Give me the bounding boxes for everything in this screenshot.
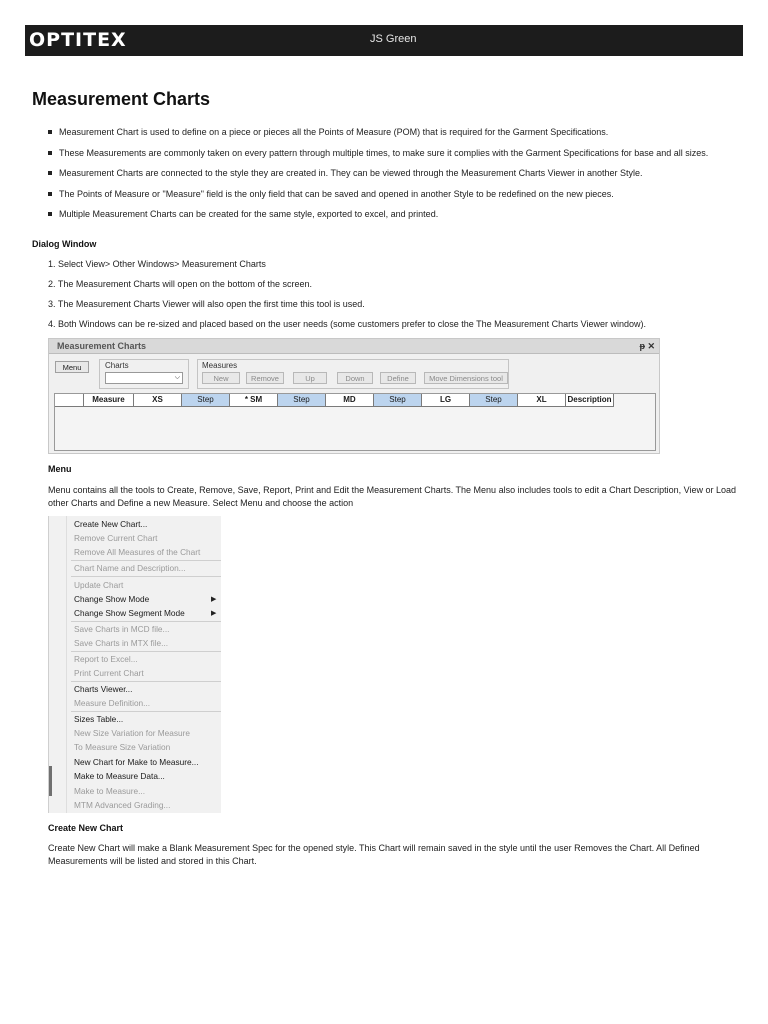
submenu-arrow-icon: ▶	[211, 610, 217, 617]
column-header[interactable]: Step	[470, 394, 518, 407]
step-item: 4. Both Windows can be re-sized and placed based on the user needs (some customers prefer to close the The Measurement Charts Viewer window).	[48, 319, 646, 329]
menu-item-chart-name-description[interactable]: Chart Name and Description...	[74, 563, 186, 573]
menu-item-new-size-variation[interactable]: New Size Variation for Measure	[74, 728, 191, 738]
chevron-down-icon: ⌵	[174, 374, 180, 381]
column-header[interactable]: Description	[566, 394, 614, 407]
bullet-item: Measurement Charts are connected to the style they are created in. They can be viewed through the Measurement Charts Viewer in another Style.	[48, 167, 738, 180]
dialog-window-heading: Dialog Window	[32, 239, 97, 249]
menu-edge-marker	[49, 766, 52, 796]
menu-item-to-measure-size-variation[interactable]: To Measure Size Variation	[74, 742, 171, 752]
grid-header-corner	[55, 394, 84, 407]
brand-logo: OPTITEX	[29, 29, 127, 51]
column-header[interactable]: XL	[518, 394, 566, 407]
menu-item-make-to-measure-data[interactable]: Make to Measure Data...	[74, 771, 165, 781]
menu-item-save-mcd[interactable]: Save Charts in MCD file...	[74, 624, 170, 634]
create-new-chart-heading: Create New Chart	[48, 823, 124, 833]
column-header[interactable]: Step	[182, 394, 230, 407]
down-button[interactable]: Down	[337, 372, 373, 384]
remove-measure-button[interactable]: Remove	[246, 372, 284, 384]
page-title: Measurement Charts	[32, 89, 211, 109]
column-header[interactable]: Step	[278, 394, 326, 407]
menu-item-mtm-advanced-grading[interactable]: MTM Advanced Grading...	[74, 800, 171, 810]
column-header[interactable]: * SM	[230, 394, 278, 407]
header-bar	[25, 25, 743, 56]
menu-item-charts-viewer[interactable]: Charts Viewer...	[74, 684, 133, 694]
menu-separator	[71, 681, 221, 682]
define-button[interactable]: Define	[380, 372, 416, 384]
dialog-window-controls[interactable]: ᵽ ✕	[639, 341, 655, 351]
menu-item-new-chart-make-to-measure[interactable]: New Chart for Make to Measure...	[74, 757, 199, 767]
menu-item-report-to-excel[interactable]: Report to Excel...	[74, 654, 138, 664]
column-header[interactable]: Measure	[84, 394, 134, 407]
steps-list	[48, 258, 738, 338]
bullet-item: Measurement Chart is used to define on a piece or pieces all the Points of Measure (POM) that is required for the Garment Specifications.	[48, 126, 738, 139]
menu-item-measure-definition[interactable]: Measure Definition...	[74, 698, 151, 708]
menu-paragraph: Menu contains all the tools to Create, Remove, Save, Report, Print and Edit the Measurement Charts. The Menu also includes tools to edit a Chart Description, View or Load other Charts and Define a new Measure. Select Menu and choose the action	[48, 485, 737, 508]
column-header[interactable]: LG	[422, 394, 470, 407]
menu-item-sizes-table[interactable]: Sizes Table...	[74, 714, 124, 724]
menu-item-update-chart[interactable]: Update Chart	[74, 580, 124, 590]
menu-item-create-new-chart[interactable]: Create New Chart...	[74, 519, 148, 529]
submenu-arrow-icon: ▶	[211, 596, 217, 603]
menu-separator	[71, 576, 221, 577]
column-header[interactable]: MD	[326, 394, 374, 407]
menu-button[interactable]: Menu	[55, 361, 89, 373]
charts-label: Charts	[105, 361, 129, 370]
intro-bullet-list	[48, 126, 738, 229]
menu-item-remove-current-chart[interactable]: Remove Current Chart	[74, 533, 158, 543]
create-new-chart-paragraph: Create New Chart will make a Blank Measurement Spec for the opened style. This Chart will remain saved in the style until the user Removes the Chart. All Defined Measurements will be listed and stored in this Chart.	[48, 843, 700, 866]
menu-heading: Menu	[48, 464, 72, 474]
step-item: 2. The Measurement Charts will open on the bottom of the screen.	[48, 279, 312, 289]
bullet-item: The Points of Measure or "Measure" field is the only field that can be saved and opened in another Style to be redefined on the new pieces.	[48, 188, 738, 201]
menu-separator	[71, 621, 221, 622]
charts-select[interactable]	[105, 372, 183, 384]
column-header[interactable]: XS	[134, 394, 182, 407]
menu-item-change-show-mode[interactable]: Change Show Mode	[74, 594, 150, 604]
measurement-grid[interactable]	[54, 393, 656, 451]
grid-header-row	[55, 394, 655, 407]
menu-separator	[71, 651, 221, 652]
menu-item-remove-all-measures[interactable]: Remove All Measures of the Chart	[74, 547, 201, 557]
bullet-item: These Measurements are commonly taken on every pattern through multiple times, to make sure it complies with the Garment Specifications for base and all sizes.	[48, 147, 738, 160]
up-button[interactable]: Up	[293, 372, 327, 384]
bullet-item: Multiple Measurement Charts can be created for the same style, exported to excel, and printed.	[48, 208, 738, 221]
new-measure-button[interactable]: New	[202, 372, 240, 384]
menu-item-make-to-measure[interactable]: Make to Measure...	[74, 786, 146, 796]
menu-separator	[71, 711, 221, 712]
menu-separator	[71, 560, 221, 561]
move-dimensions-tool-button[interactable]: Move Dimensions tool	[424, 372, 508, 384]
step-item: 3. The Measurement Charts Viewer will also open the first time this tool is used.	[48, 299, 365, 309]
measurement-charts-menu	[48, 516, 221, 813]
column-header[interactable]: Step	[374, 394, 422, 407]
menu-item-save-mtx[interactable]: Save Charts in MTX file...	[74, 638, 169, 648]
author-name: JS Green	[370, 33, 417, 45]
menu-item-change-show-segment-mode[interactable]: Change Show Segment Mode	[74, 608, 185, 618]
dialog-title: Measurement Charts	[57, 341, 147, 351]
step-item: 1. Select View> Other Windows> Measurement Charts	[48, 259, 266, 269]
menu-icon-strip	[66, 516, 67, 813]
measures-label: Measures	[202, 361, 238, 370]
dialog-title-bar	[49, 339, 659, 354]
menu-item-print-current-chart[interactable]: Print Current Chart	[74, 668, 144, 678]
measurement-charts-dialog	[48, 338, 660, 454]
